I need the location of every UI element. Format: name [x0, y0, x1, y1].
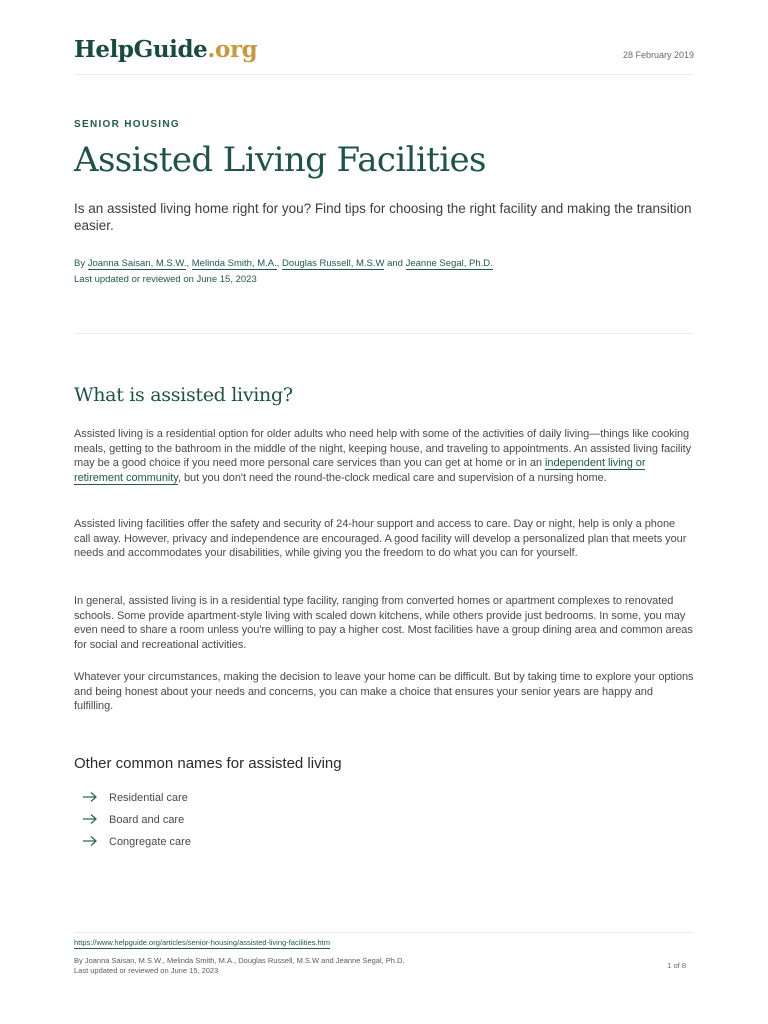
paragraph-3: In general, assisted living is in a residential type facility, ranging from converted homes or apartment complexes to renovated schools. Some provide apartment-style living with scaled down kitchens, while others provide just bedrooms. In some, you may even need to share a room unless you're willing to pay a higher cost. Most facilities have a group dining area and common areas for social and recreational activities.	[74, 595, 693, 651]
footer-authors: By Joanna Saisan, M.S.W., Melinda Smith, M.A., Douglas Russell, M.S.W and Jeanne Segal, Ph.D.	[74, 956, 405, 965]
last-updated: Last updated or reviewed on June 15, 2023	[74, 274, 257, 285]
author-link-smith[interactable]: Melinda Smith, M.A.	[191, 258, 277, 269]
category-label[interactable]: SENIOR HOUSING	[74, 119, 180, 130]
list-item-label: Congregate care	[109, 836, 191, 848]
footer-updated: Last updated or reviewed on June 15, 2023	[74, 966, 219, 975]
independent-living-link[interactable]: independent living or retirement community	[74, 457, 646, 484]
list-item-label: Residential care	[109, 792, 188, 804]
list-item-label: Board and care	[109, 814, 185, 826]
paragraph-4: Whatever your circumstances, making the decision to leave your home can be difficult. But by taking time to explore your options and being honest about your needs and concerns, you can make a choice that ensures your senior years are happy and fulfilling.	[74, 671, 694, 713]
page-number: 1 of 8	[667, 961, 686, 970]
byline-authors	[74, 256, 493, 272]
subsection-heading: Other common names for assisted living	[74, 755, 342, 772]
paragraph-1-text-end: , but you don't need the round-the-clock medical care and supervision of a nursing home.	[177, 471, 607, 484]
arrow-right-icon	[82, 790, 98, 804]
section-heading: What is assisted living?	[74, 384, 293, 406]
logo-main: HelpGuide	[74, 36, 208, 63]
byline-separator: ,	[186, 258, 190, 269]
page-header	[74, 36, 694, 75]
helpguide-logo[interactable]	[74, 36, 257, 64]
author-link-russell[interactable]: Douglas Russell, M.S.W	[282, 258, 385, 269]
author-link-saisan[interactable]: Joanna Saisan, M.S.W.	[87, 258, 187, 269]
byline-prefix: By	[74, 258, 86, 269]
page-title: Assisted Living Facilities	[74, 140, 486, 180]
paragraph-1	[74, 427, 694, 485]
paragraph-1-text: Assisted living is a residential option for older adults who need help with some of the activities of daily living—things like cooking meals, getting to the bathroom in the middle of the night, keeping house, and traveling to appointments. An assisted living facility may be a good choice if you need more personal care services than you can get at home or in an	[74, 428, 692, 470]
logo-tld: .org	[207, 36, 258, 63]
paragraph-2: Assisted living facilities offer the safety and security of 24-hour support and access to care. Day or night, help is only a phone call away. However, privacy and independence are encouraged. A good facility will develop a personalized plan that meets your needs and accommodates your disabilities, while giving you the freedom to do what you can for yourself.	[74, 518, 687, 560]
footer-url-link[interactable]: https://www.helpguide.org/articles/senior-housing/assisted-living-facilities.htm	[74, 938, 330, 947]
footer-meta	[74, 956, 405, 976]
arrow-right-icon	[82, 834, 98, 848]
arrow-right-icon	[82, 812, 98, 826]
header-date: 28 February 2019	[622, 50, 694, 60]
byline-conjunction: and	[387, 258, 403, 269]
article-intro: Is an assisted living home right for you? Find tips for choosing the right facility and making the transition easier.	[74, 201, 692, 233]
page-footer	[74, 932, 694, 975]
byline-separator: ,	[276, 258, 280, 269]
divider	[74, 333, 694, 334]
author-link-segal[interactable]: Jeanne Segal, Ph.D.	[405, 258, 493, 269]
byline	[74, 256, 493, 288]
